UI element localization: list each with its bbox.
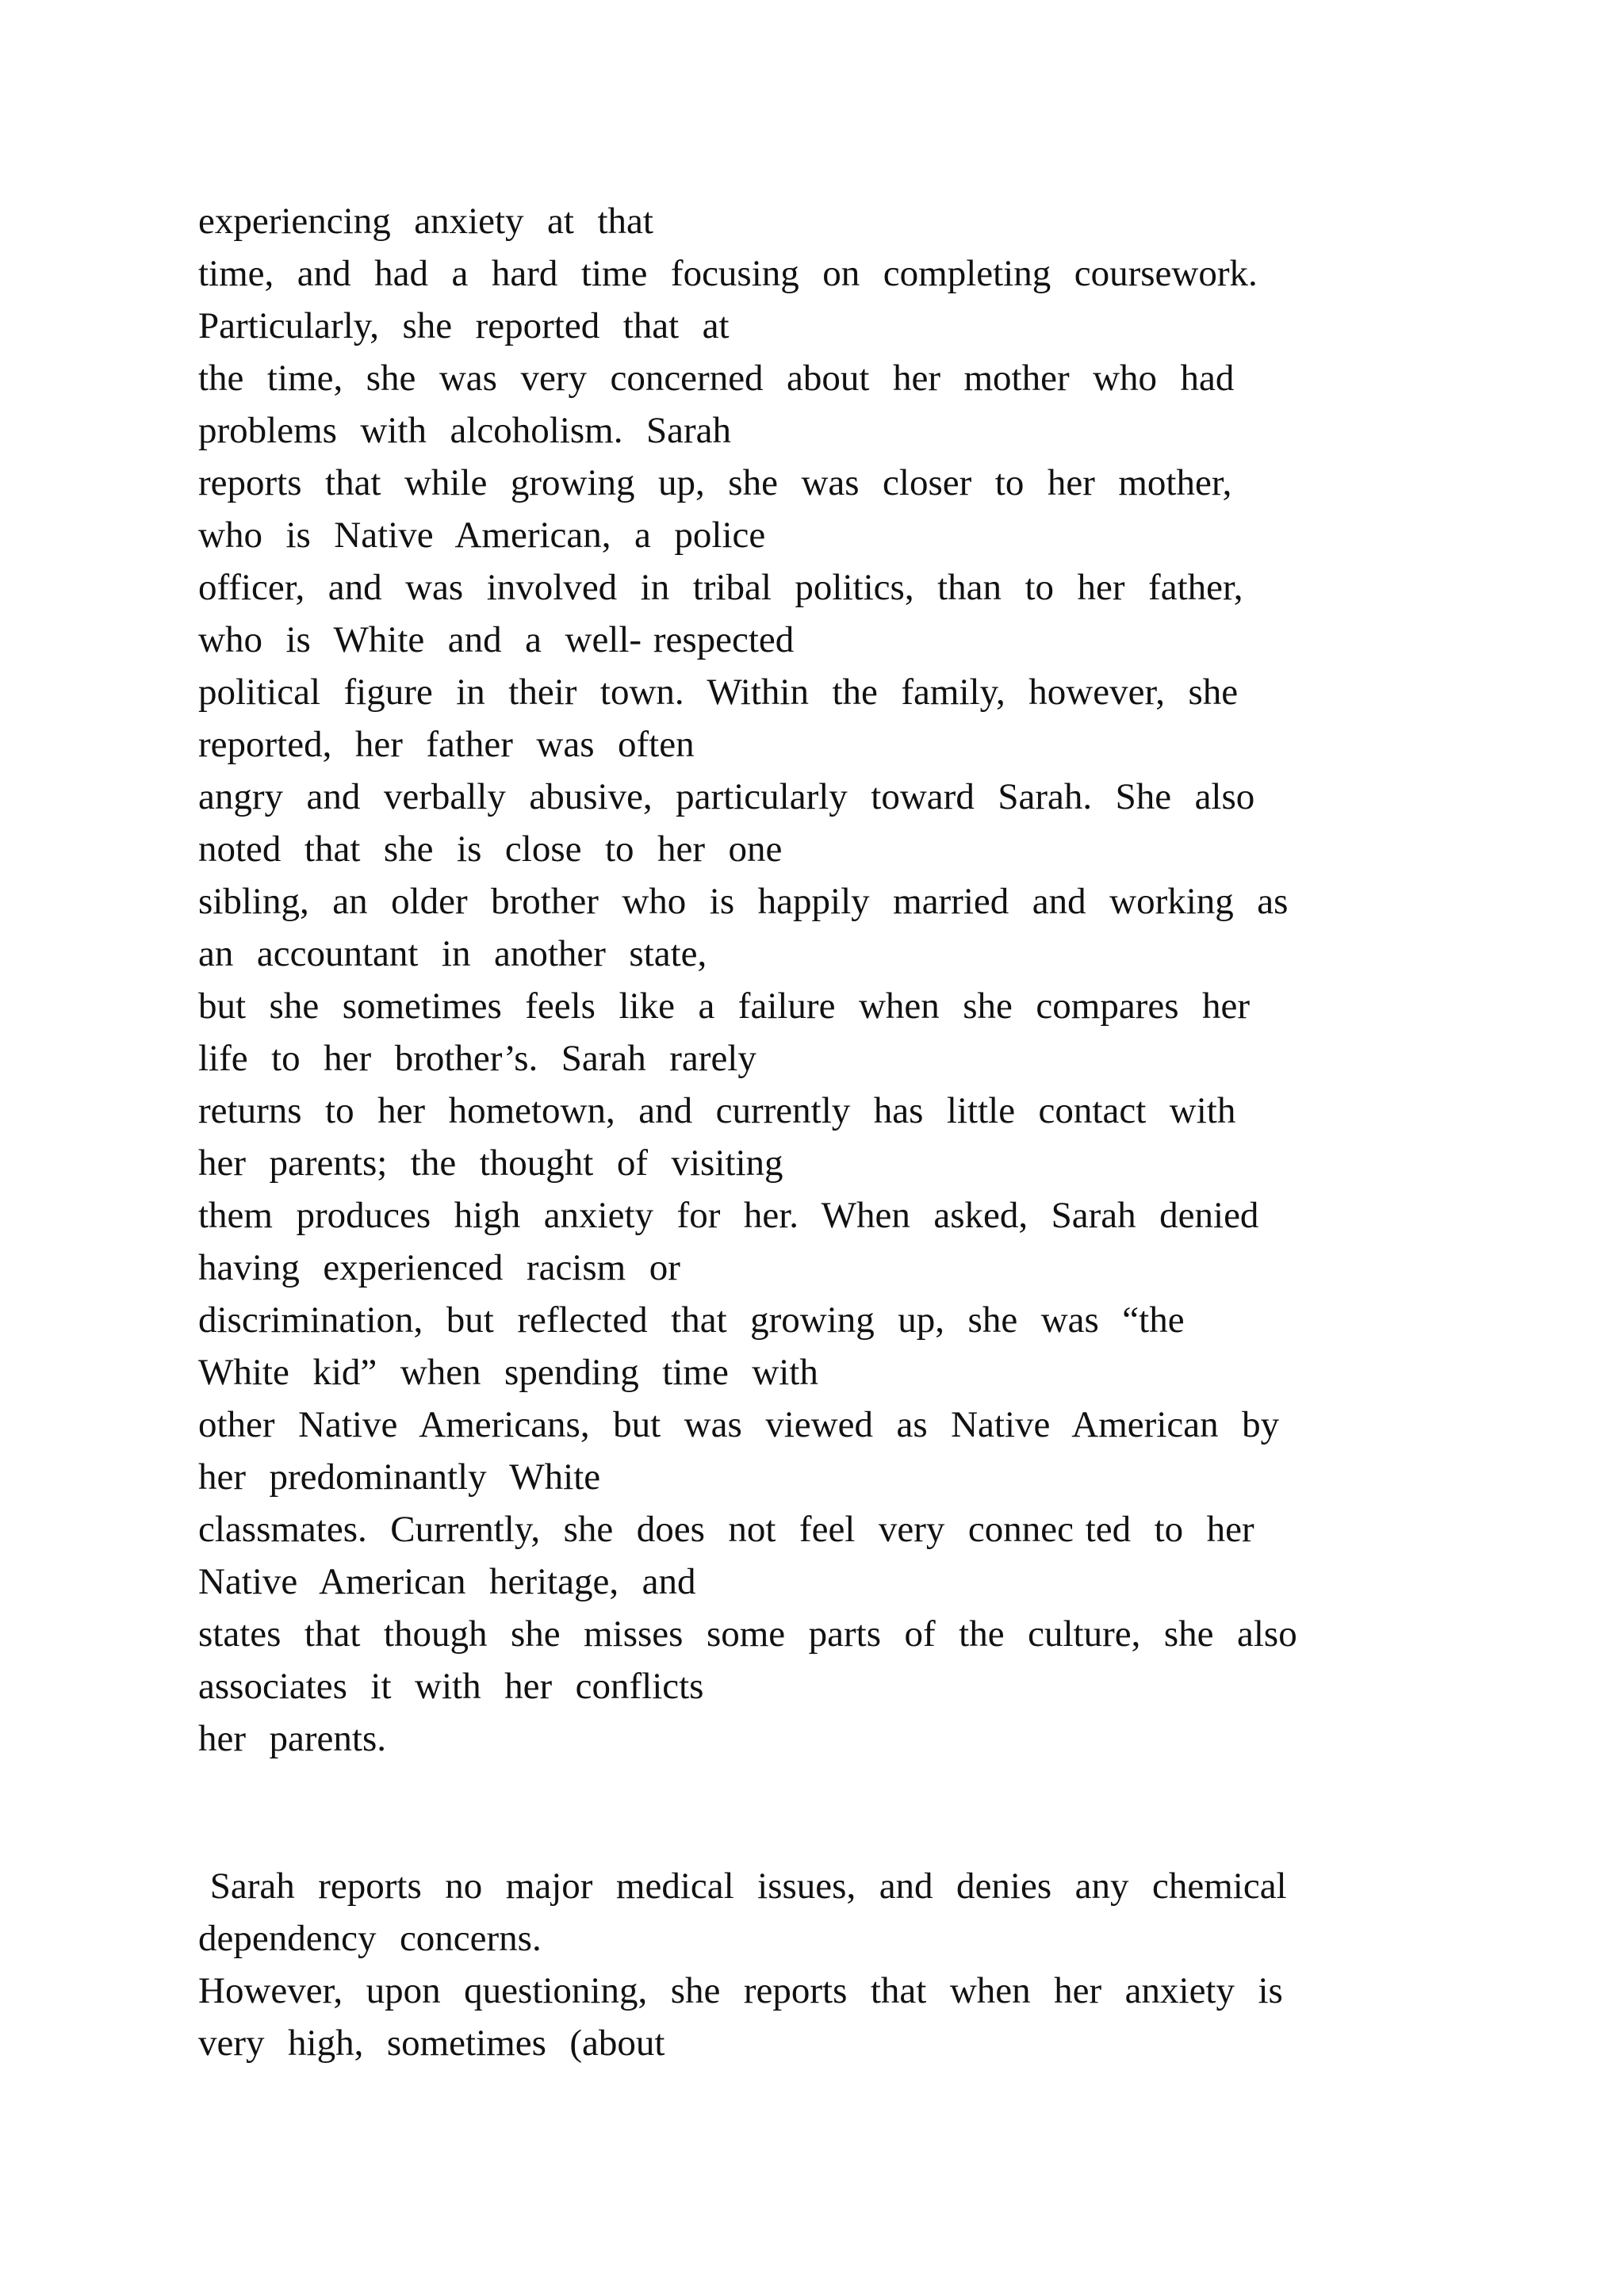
text-line: who is Native American, a police [198, 515, 766, 556]
text-line: life to her brother’s. Sarah rarely [198, 1038, 756, 1079]
text-line: the time, she was very concerned about her mother who had [198, 358, 1235, 399]
text-line: officer, and was involved in tribal politics, than to her father, [198, 567, 1243, 608]
text-line: Native American heritage, and [198, 1561, 696, 1602]
text-line: them produces high anxiety for her. When asked, Sarah denied [198, 1195, 1259, 1236]
text-line: Particularly, she reported that at [198, 305, 730, 346]
text-line: associates it with her conflicts [198, 1666, 704, 1707]
text-line: Sarah reports no major medical issues, and denies any chemical [198, 1866, 1287, 1907]
text-line: her parents; the thought of visiting [198, 1142, 783, 1184]
text-line: classmates. Currently, she does not feel very connec ted to her [198, 1509, 1254, 1550]
text-line: her predominantly White [198, 1456, 601, 1498]
text-line: states that though she misses some parts of the culture, she also [198, 1613, 1297, 1655]
text-line: very high, sometimes (about [198, 2022, 665, 2064]
text-line: angry and verbally abusive, particularly toward Sarah. She also [198, 776, 1255, 817]
text-line: noted that she is close to her one [198, 828, 783, 870]
text-line: time, and had a hard time focusing on completing coursework. [198, 253, 1258, 294]
paragraph-2 [198, 1860, 1546, 2069]
text-line: returns to her hometown, and currently has little contact with [198, 1090, 1236, 1131]
text-line: experiencing anxiety at that [198, 201, 653, 242]
text-line: an accountant in another state, [198, 933, 707, 974]
text-line: having experienced racism or [198, 1247, 680, 1288]
text-line: problems with alcoholism. Sarah [198, 410, 731, 451]
text-line: reported, her father was often [198, 724, 695, 765]
text-line: However, upon questioning, she reports that when her anxiety is [198, 1970, 1283, 2011]
text-line: White kid” when spending time with [198, 1352, 818, 1393]
text-line: sibling, an older brother who is happily married and working as [198, 881, 1289, 922]
paragraph-1 [198, 195, 1546, 1765]
text-line: other Native Americans, but was viewed as Native American by [198, 1404, 1280, 1445]
text-line: her parents. [198, 1718, 386, 1759]
text-line: discrimination, but reflected that growing up, she was “the [198, 1299, 1185, 1341]
text-line: political figure in their town. Within the family, however, she [198, 672, 1239, 713]
text-line: dependency concerns. [198, 1918, 542, 1959]
text-line: reports that while growing up, she was closer to her mother, [198, 462, 1232, 503]
text-line: who is White and a well- respected [198, 619, 795, 660]
text-line: but she sometimes feels like a failure when she compares her [198, 985, 1250, 1027]
